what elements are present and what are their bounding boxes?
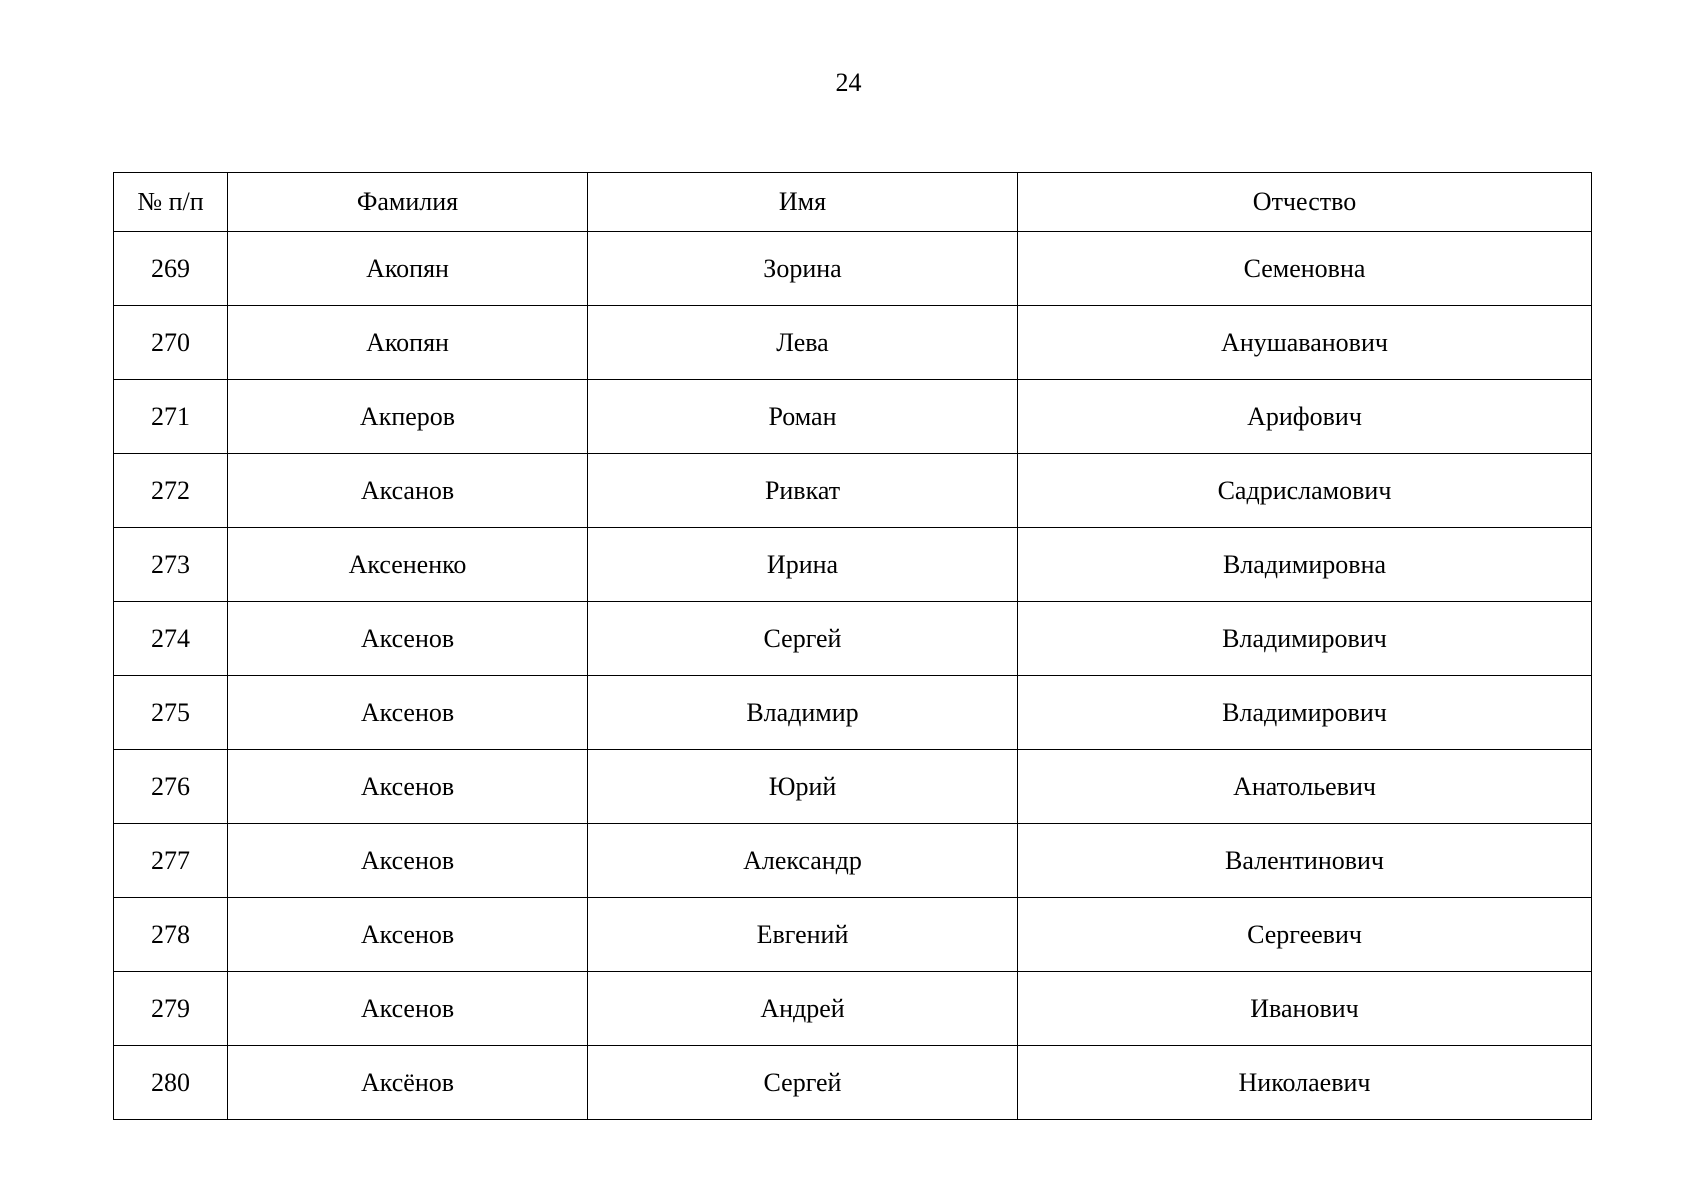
cell-last-name: Аксенов: [228, 602, 588, 676]
cell-patronymic: Арифович: [1018, 380, 1592, 454]
cell-number: 270: [114, 306, 228, 380]
cell-number: 277: [114, 824, 228, 898]
table-row: [114, 306, 1592, 380]
cell-last-name: Акопян: [228, 232, 588, 306]
table-row: [114, 676, 1592, 750]
cell-patronymic: Николаевич: [1018, 1046, 1592, 1120]
roster-table: [113, 172, 1592, 1120]
cell-first-name: Андрей: [588, 972, 1018, 1046]
cell-patronymic: Садрисламович: [1018, 454, 1592, 528]
cell-last-name: Аксененко: [228, 528, 588, 602]
cell-first-name: Александр: [588, 824, 1018, 898]
table-row: [114, 750, 1592, 824]
cell-number: 279: [114, 972, 228, 1046]
cell-last-name: Аксёнов: [228, 1046, 588, 1120]
header-first-name: Имя: [588, 173, 1018, 232]
cell-first-name: Ривкат: [588, 454, 1018, 528]
cell-number: 271: [114, 380, 228, 454]
cell-patronymic: Иванович: [1018, 972, 1592, 1046]
cell-number: 269: [114, 232, 228, 306]
page-number: 24: [835, 68, 862, 97]
cell-patronymic: Анатольевич: [1018, 750, 1592, 824]
cell-first-name: Роман: [588, 380, 1018, 454]
cell-last-name: Аксенов: [228, 824, 588, 898]
table-row: [114, 232, 1592, 306]
cell-last-name: Аксанов: [228, 454, 588, 528]
table-row: [114, 824, 1592, 898]
cell-first-name: Лева: [588, 306, 1018, 380]
cell-number: 278: [114, 898, 228, 972]
table-row: [114, 528, 1592, 602]
cell-patronymic: Семеновна: [1018, 232, 1592, 306]
cell-last-name: Аксенов: [228, 750, 588, 824]
table-row: [114, 380, 1592, 454]
cell-number: 280: [114, 1046, 228, 1120]
table-row: [114, 454, 1592, 528]
cell-first-name: Ирина: [588, 528, 1018, 602]
table-row: [114, 898, 1592, 972]
table-row: [114, 972, 1592, 1046]
cell-last-name: Аксенов: [228, 898, 588, 972]
cell-first-name: Юрий: [588, 750, 1018, 824]
table-row: [114, 1046, 1592, 1120]
cell-number: 274: [114, 602, 228, 676]
cell-first-name: Евгений: [588, 898, 1018, 972]
cell-last-name: Акперов: [228, 380, 588, 454]
cell-number: 273: [114, 528, 228, 602]
cell-first-name: Сергей: [588, 1046, 1018, 1120]
header-last-name: Фамилия: [228, 173, 588, 232]
cell-first-name: Зорина: [588, 232, 1018, 306]
header-patronymic: Отчество: [1018, 173, 1592, 232]
cell-number: 275: [114, 676, 228, 750]
cell-patronymic: Валентинович: [1018, 824, 1592, 898]
cell-last-name: Аксенов: [228, 676, 588, 750]
cell-number: 272: [114, 454, 228, 528]
cell-last-name: Акопян: [228, 306, 588, 380]
cell-last-name: Аксенов: [228, 972, 588, 1046]
header-number: № п/п: [114, 173, 228, 232]
cell-patronymic: Владимирович: [1018, 676, 1592, 750]
cell-patronymic: Владимирович: [1018, 602, 1592, 676]
cell-first-name: Владимир: [588, 676, 1018, 750]
cell-patronymic: Сергеевич: [1018, 898, 1592, 972]
table-row: [114, 602, 1592, 676]
cell-number: 276: [114, 750, 228, 824]
header-row: [114, 173, 1592, 232]
cell-first-name: Сергей: [588, 602, 1018, 676]
cell-patronymic: Анушаванович: [1018, 306, 1592, 380]
cell-patronymic: Владимировна: [1018, 528, 1592, 602]
